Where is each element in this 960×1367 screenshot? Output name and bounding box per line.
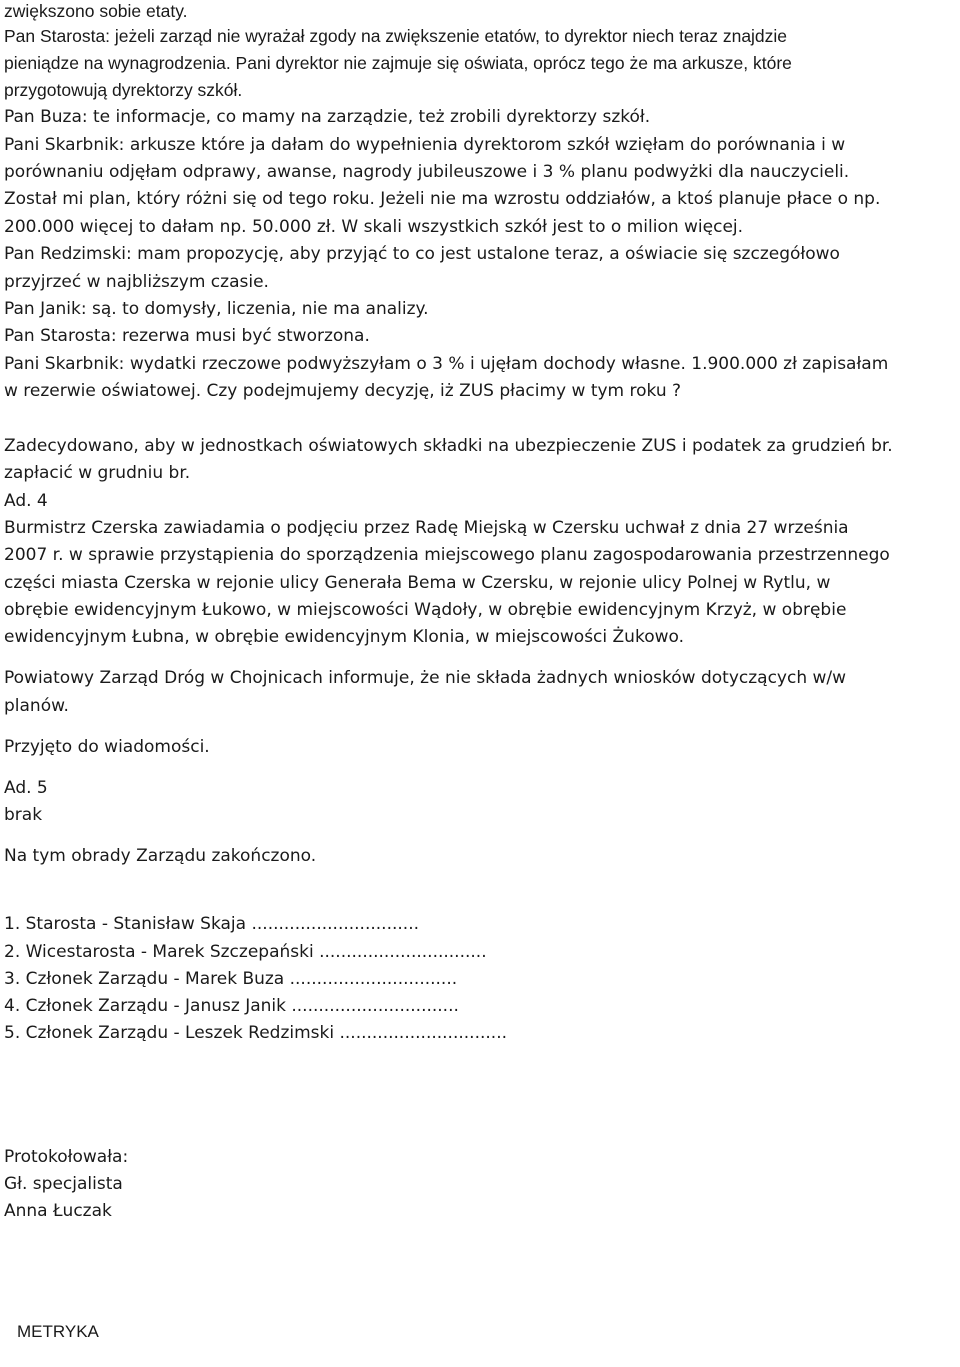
text-line: Zadecydowano, aby w jednostkach oświatowych składki na ubezpieczenie ZUS i podatek za grudzień br. [4, 436, 893, 456]
text-line: planów. [4, 696, 69, 716]
text-line: Pan Buza: te informacje, co mamy na zarządzie, też zrobili dyrektorzy szkół. [4, 107, 651, 127]
text-line: Gł. specjalista [4, 1174, 123, 1194]
signature-line: 1. Starosta - Stanisław Skaja ............................... [4, 914, 419, 934]
text-line: Pan Redzimski: mam propozycję, aby przyjąć to co jest ustalone teraz, a oświacie się szczegółowo [4, 244, 840, 264]
text-line: obrębie ewidencyjnym Łukowo, w miejscowości Wądoły, w obrębie ewidencyjnym Krzyż, w obrębie [4, 600, 847, 620]
text-line: Przyjęto do wiadomości. [4, 737, 210, 757]
text-line: Ad. 4 [4, 491, 48, 511]
text-line: porównaniu odjęłam odprawy, awanse, nagrody jubileuszowe i 3 % planu podwyżki dla nauczycieli. [4, 162, 850, 182]
section-heading: METRYKA [17, 1322, 99, 1341]
text-line: w rezerwie oświatowej. Czy podejmujemy decyzję, iż ZUS płacimy w tym roku ? [4, 381, 682, 401]
text-line: części miasta Czerska w rejonie ulicy Generała Bema w Czersku, w rejonie ulicy Polnej w Rytlu, w [4, 573, 831, 593]
signature-line: 3. Członek Zarządu - Marek Buza ............................... [4, 969, 458, 989]
signature-line: 4. Członek Zarządu - Janusz Janik ............................... [4, 996, 459, 1016]
signature-line: 5. Członek Zarządu - Leszek Redzimski ............................... [4, 1023, 508, 1043]
text-line: Pan Janik: są. to domysły, liczenia, nie ma analizy. [4, 299, 429, 319]
text-line: ewidencyjnym Łubna, w obrębie ewidencyjnym Klonia, w miejscowości Żukowo. [4, 627, 684, 647]
text-line: 2007 r. w sprawie przystąpienia do sporządzenia miejscowego planu zagospodarowania przestrzennego [4, 545, 890, 565]
text-line: 200.000 więcej to dałam np. 50.000 zł. W skali wszystkich szkół jest to o milion więcej. [4, 217, 744, 237]
text-line: przygotowują dyrektorzy szkół. [4, 80, 243, 100]
text-line: zwiększono sobie etaty. [4, 1, 188, 21]
text-line: Powiatowy Zarząd Dróg w Chojnicach informuje, że nie składa żadnych wniosków dotyczących w/w [4, 668, 847, 688]
text-line: Pan Starosta: jeżeli zarząd nie wyrażał zgody na zwiększenie etatów, to dyrektor niech teraz znajdzie [4, 26, 788, 46]
text-line: Pan Starosta: rezerwa musi być stworzona. [4, 326, 370, 346]
text-line: Na tym obrady Zarządu zakończono. [4, 846, 317, 866]
text-line: przyjrzeć w najbliższym czasie. [4, 272, 269, 292]
text-line: Burmistrz Czerska zawiadamia o podjęciu przez Radę Miejską w Czersku uchwał z dnia 27 września [4, 518, 849, 538]
text-line: Został mi plan, który różni się od tego roku. Jeżeli nie ma wzrostu oddziałów, a ktoś planuje płace o np. [4, 189, 881, 209]
text-line: Protokołowała: [4, 1147, 129, 1167]
text-line: brak [4, 805, 43, 825]
text-line: Anna Łuczak [4, 1201, 112, 1221]
signature-line: 2. Wicestarosta - Marek Szczepański ............................... [4, 942, 487, 962]
text-line: zapłacić w grudniu br. [4, 463, 191, 483]
text-line: Pani Skarbnik: wydatki rzeczowe podwyższyłam o 3 % i ujęłam dochody własne. 1.900.000 zł zapisałam [4, 354, 889, 374]
text-line: Pani Skarbnik: arkusze które ja dałam do wypełnienia dyrektorom szkół wzięłam do porównania i w [4, 135, 846, 155]
text-line: Ad. 5 [4, 778, 48, 798]
text-line: pieniądze na wynagrodzenia. Pani dyrektor nie zajmuje się oświata, oprócz tego że ma arkusze, które [4, 53, 792, 73]
